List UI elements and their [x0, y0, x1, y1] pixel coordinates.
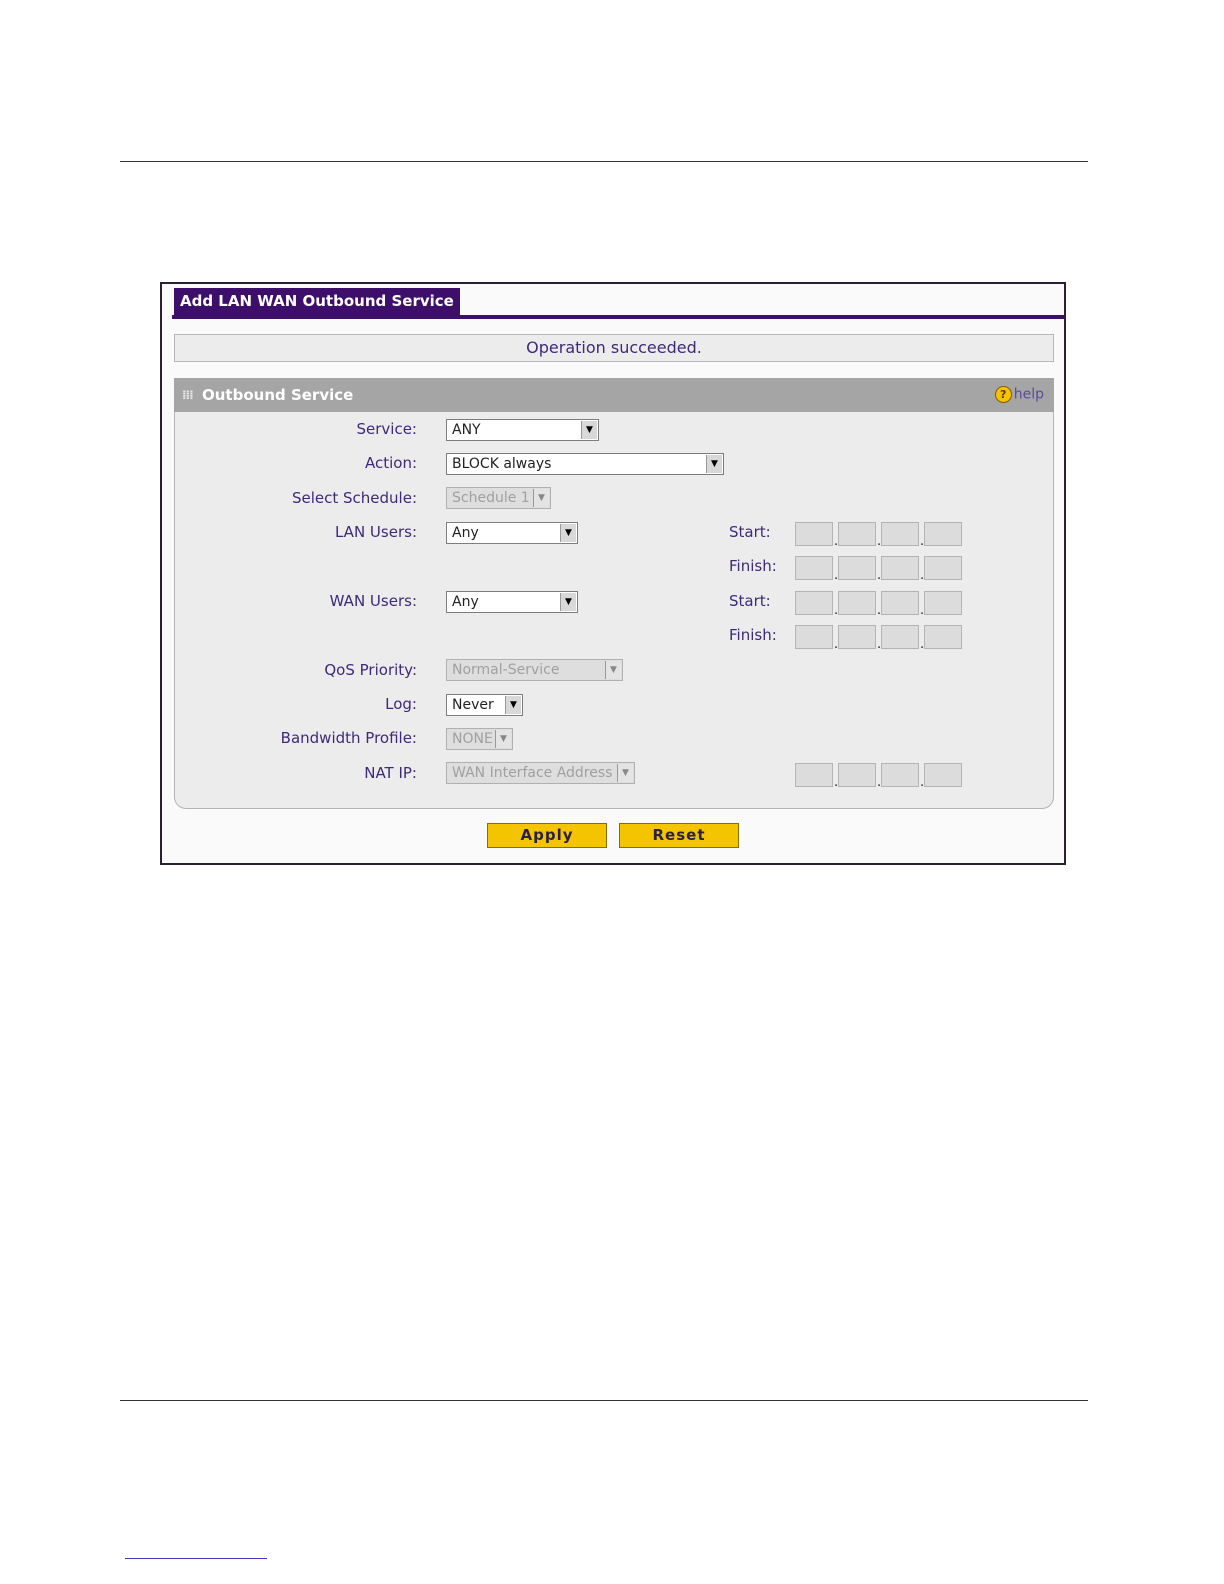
bandwidth-value: NONE: [452, 731, 493, 747]
wan-finish-label: Finish:: [729, 626, 777, 644]
ip-octet-field[interactable]: [795, 763, 833, 787]
panel-header: [174, 378, 1054, 412]
wan-users-select[interactable]: [446, 591, 578, 613]
service-select[interactable]: [446, 419, 599, 441]
schedule-value: Schedule 1: [452, 490, 530, 506]
wan-users-label: WAN Users:: [329, 592, 417, 610]
lan-users-value: Any: [452, 525, 479, 541]
ip-octet-field[interactable]: [838, 763, 876, 787]
bandwidth-select[interactable]: [446, 728, 513, 750]
wan-users-value: Any: [452, 594, 479, 610]
action-value: BLOCK always: [452, 456, 552, 472]
grip-icon: ⁞⁞⁞: [182, 388, 193, 402]
chevron-down-icon: ▼: [533, 489, 549, 507]
chevron-down-icon: ▼: [581, 421, 597, 439]
ip-octet-field[interactable]: [795, 522, 833, 546]
chevron-down-icon: ▼: [560, 524, 576, 542]
help-link[interactable]: [995, 386, 1044, 403]
wan-start-label: Start:: [729, 592, 771, 610]
chevron-down-icon: ▼: [605, 661, 621, 679]
ip-octet-field[interactable]: [838, 556, 876, 580]
router-config-window: [160, 282, 1066, 865]
ip-octet-field[interactable]: [881, 591, 919, 615]
help-icon: ?: [995, 386, 1012, 403]
qos-value: Normal-Service: [452, 662, 560, 678]
panel-title: Outbound Service: [202, 386, 354, 404]
lan-users-label: LAN Users:: [334, 523, 417, 541]
ip-octet-field[interactable]: [924, 625, 962, 649]
action-label: Action:: [364, 454, 417, 472]
qos-label: QoS Priority:: [324, 661, 417, 679]
chevron-down-icon: ▼: [706, 455, 722, 473]
ip-octet-field[interactable]: [881, 556, 919, 580]
ip-octet-field[interactable]: [838, 522, 876, 546]
ip-octet-field[interactable]: [881, 522, 919, 546]
service-label: Service:: [356, 420, 417, 438]
log-value: Never: [452, 697, 494, 713]
page-bottom-rule: [120, 1400, 1088, 1401]
ip-octet-field[interactable]: [924, 763, 962, 787]
ip-octet-field[interactable]: [795, 556, 833, 580]
page-top-rule: [120, 161, 1088, 162]
schedule-label: Select Schedule:: [291, 489, 417, 507]
ip-octet-field[interactable]: [795, 625, 833, 649]
ip-octet-field[interactable]: [924, 522, 962, 546]
status-message: Operation succeeded.: [174, 334, 1054, 362]
apply-button[interactable]: Apply: [487, 823, 607, 848]
footer-link-underline: [125, 1558, 267, 1559]
lan-users-select[interactable]: [446, 522, 578, 544]
nat-ip-value: WAN Interface Address: [452, 765, 613, 781]
schedule-select[interactable]: [446, 487, 551, 509]
chevron-down-icon: ▼: [560, 593, 576, 611]
panel-body: Service: ANY ▼ Action: BLOCK always ▼ Select Schedule: Schedule 1 ▼ LAN Users: Any ▼ Start: . . . Finish: . . . WAN Users: Any ▼ Start: . . . Finish: . . . QoS Priority: Normal-Service ▼ Log: Never ▼ Bandwidth Profile: NONE ▼ NAT IP: WAN Interface Address ▼ . . .: [174, 412, 1054, 809]
chevron-down-icon: ▼: [505, 696, 521, 714]
action-select[interactable]: [446, 453, 724, 475]
reset-button[interactable]: Reset: [619, 823, 739, 848]
chevron-down-icon: ▼: [617, 764, 633, 782]
chevron-down-icon: ▼: [495, 730, 511, 748]
nat-ip-label: NAT IP:: [364, 764, 417, 782]
lan-start-label: Start:: [729, 523, 771, 541]
ip-octet-field[interactable]: [838, 625, 876, 649]
qos-select[interactable]: [446, 659, 623, 681]
service-value: ANY: [452, 422, 481, 438]
tab-underline: [172, 315, 1064, 319]
ip-octet-field[interactable]: [881, 625, 919, 649]
lan-finish-label: Finish:: [729, 557, 777, 575]
log-select[interactable]: [446, 694, 523, 716]
ip-octet-field[interactable]: [795, 591, 833, 615]
ip-octet-field[interactable]: [924, 556, 962, 580]
ip-octet-field[interactable]: [881, 763, 919, 787]
ip-octet-field[interactable]: [924, 591, 962, 615]
nat-ip-select[interactable]: [446, 762, 635, 784]
bandwidth-label: Bandwidth Profile:: [280, 729, 417, 747]
help-label: help: [1013, 386, 1044, 403]
ip-octet-field[interactable]: [838, 591, 876, 615]
log-label: Log:: [385, 695, 417, 713]
tab-add-lan-wan-outbound-service[interactable]: Add LAN WAN Outbound Service: [174, 288, 460, 317]
